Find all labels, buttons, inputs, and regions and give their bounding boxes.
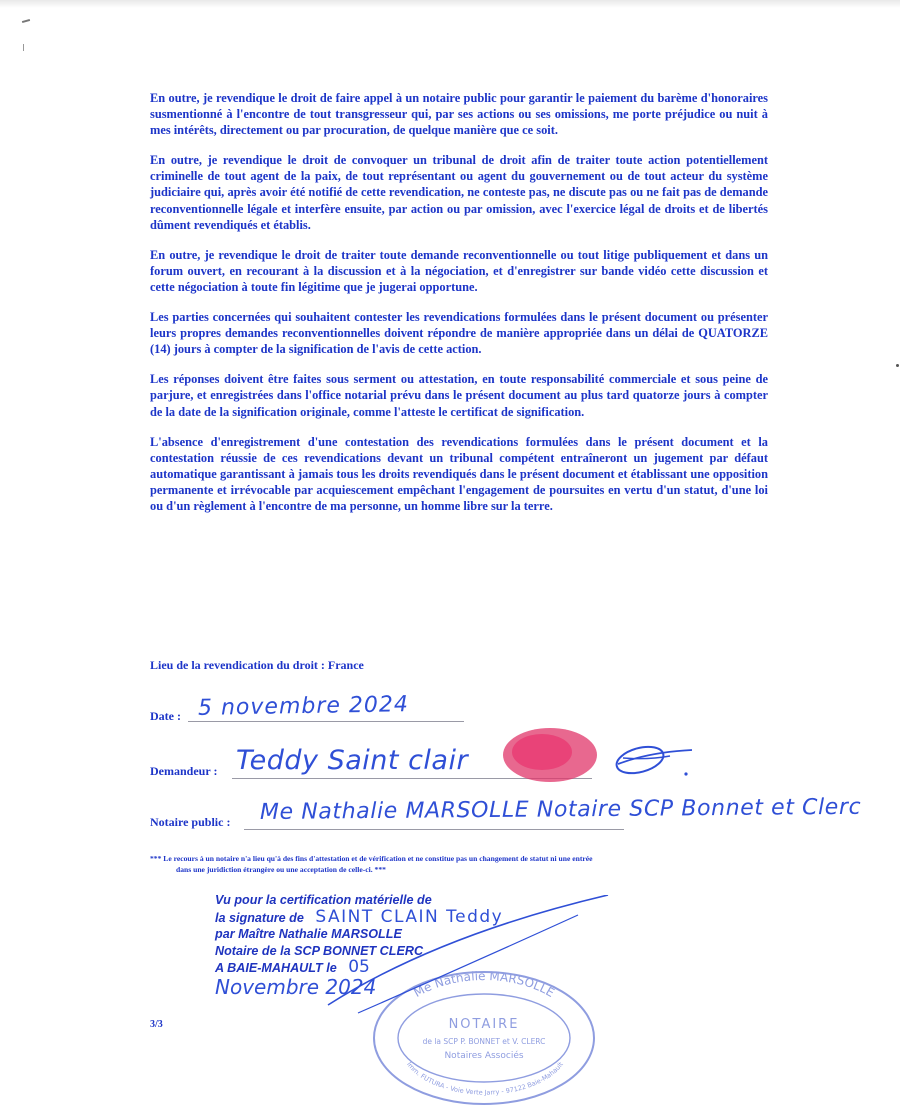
- stamp-title: NOTAIRE: [448, 1017, 520, 1032]
- claimant-label: Demandeur :: [150, 764, 218, 778]
- stamp-top-text: Me Nathalie MARSOLLE: [411, 968, 557, 1001]
- signature-stroke: [328, 895, 608, 1005]
- certification-month-handwritten: Novembre 2024: [215, 974, 377, 999]
- paraph-mark: [614, 742, 667, 778]
- notary-line: [244, 829, 624, 830]
- paragraph: L'absence d'enregistrement d'une contestation des revendications formulées dans le présent document et la contestation réussie de ces revendications devant un tribunal compétent entraîneront un jugement par défaut automatique garantissant à jamais tous les droits revendiqués dans le présent document et établissant une opposition permanente et irrévocable par acquiescement empêchant l'engagement de poursuites en vertu d'un statut, d'une loi ou d'un règlement à l'encontre de ma personne, un homme libre sur la terre.: [150, 434, 768, 513]
- certification-text: A BAIE-MAHAULT le: [215, 961, 337, 976]
- certification-text: la signature de: [215, 910, 304, 925]
- footnote: [150, 853, 790, 875]
- notary-label: Notaire public :: [150, 815, 231, 829]
- page-number: 3/3: [150, 1019, 163, 1030]
- notary-handwritten: Me Nathalie MARSOLLE Notaire SCP Bonnet et Clerc: [259, 794, 862, 825]
- paragraph: En outre, je revendique le droit de convoquer un tribunal de droit afin de traiter toute action potentiellement criminelle de tout agent de la paix, de tout représentant ou agent du gouvernement ou de tout acteur du système judiciaire qui, après avoir été notifié de cette revendication, ne conteste pas, ne discute pas ou ne fait pas de demande reconventionnelle légale et interfère ensuite, par action ou par omission, avec l'exercice légal de droits et de libertés dûment revendiqués et établis.: [150, 153, 768, 232]
- paraph-mark: [684, 772, 687, 775]
- signature-stroke: [358, 915, 578, 1013]
- certification-line: par Maître Nathalie MARSOLLE: [215, 927, 402, 942]
- paragraph: Les réponses doivent être faites sous serment ou attestation, en toute responsabilité commerciale et sous peine de parjure, et enregistrées dans l'office notarial prévu dans le présent document au plus tard quatorze jours à compter de la date de la signification originale, comme l'atteste le certificat de signification.: [150, 372, 768, 419]
- stamp-line: de la SCP P. BONNET et V. CLERC: [422, 1037, 546, 1046]
- certification-line: Notaire de la SCP BONNET CLERC: [215, 943, 424, 958]
- date-label: Date :: [150, 709, 181, 723]
- page-top-edge: [0, 0, 900, 8]
- date-line: [188, 721, 464, 722]
- notary-signature: [318, 895, 618, 1025]
- certification-line: Vu pour la certification matérielle de: [215, 893, 432, 907]
- document-body: [150, 90, 768, 528]
- signature-mark: [500, 722, 710, 792]
- scan-mark: [23, 44, 24, 51]
- paragraph: Les parties concernées qui souhaitent contester les revendications formulées dans le présent document ou présenter leurs propres demandes reconventionnelles doivent répondre de manière appropriée dans un délai de QUATORZE (14) jours à compter de la signification de l'avis de cette action.: [150, 310, 768, 357]
- certification-day-handwritten: 05: [348, 957, 370, 978]
- paragraph: En outre, je revendique le droit de traiter toute demande reconventionnelle ou tout litige publiquement et dans un forum ouvert, en recourant à la discussion et à la négociation, et d'enregistrer sur bande vidéo cette discussion et cette négociation à toute fin légitime que je jugerai opportune.: [150, 247, 768, 294]
- scan-mark: [22, 19, 30, 23]
- claim-location: Lieu de la revendication du droit : France: [150, 658, 364, 672]
- footnote-line: dans une juridiction étrangère ou une acceptation de celle-ci. ***: [176, 865, 386, 874]
- paragraph: En outre, je revendique le droit de faire appel à un notaire public pour garantir le paiement du barème d'honoraires susmentionné à l'encontre de tout transgresseur qui, par ses actions ou ses omissions, me porte préjudice ou nuit à mes intérêts, directement ou par procuration, de quelque manière que ce soit.: [150, 91, 768, 138]
- footnote-line: *** Le recours à un notaire n'a lieu qu'à des fins d'attestation et de vérification et ne constitue pas un changement de statut ni une entrée: [150, 854, 593, 863]
- certification-signer-handwritten: SAINT CLAIN Teddy: [315, 906, 504, 927]
- stamp-bottom-text: Imm. FUTURA - Voie Verte Jarry - 97122 Baie-Mahault: [405, 1060, 565, 1097]
- claimant-signature: Teddy Saint clair: [236, 745, 469, 776]
- stamp-line: Notaires Associés: [444, 1051, 524, 1061]
- scan-mark: [896, 364, 899, 367]
- date-handwritten: 5 novembre 2024: [197, 692, 410, 721]
- redaction-blot: [512, 734, 572, 770]
